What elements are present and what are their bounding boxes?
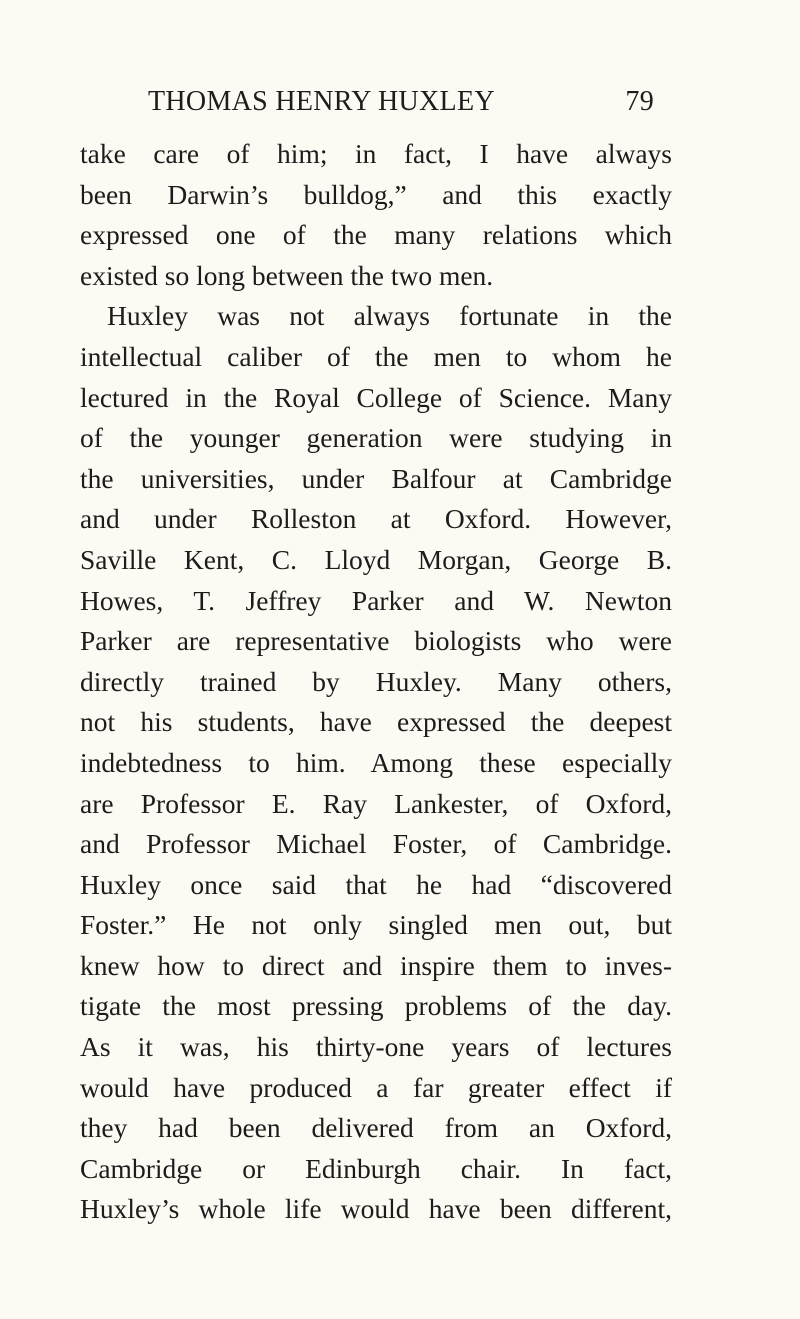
text-line: Parker are representative biologists who were — [80, 625, 672, 657]
text-line: tigate the most pressing problems of the day. — [80, 990, 672, 1022]
text-line: knew how to direct and inspire them to inves- — [80, 949, 672, 981]
text-line: Cambridge or Edinburgh chair. In fact, — [80, 1152, 672, 1184]
text-line: they had been delivered from an Oxford, — [80, 1112, 672, 1144]
text-line: expressed one of the many relations which — [80, 219, 672, 251]
body-text — [80, 134, 672, 1230]
running-head — [134, 82, 654, 122]
text-line: are Professor E. Ray Lankester, of Oxford, — [80, 787, 672, 819]
text-line: As it was, his thirty-one years of lectures — [80, 1031, 672, 1063]
text-line: would have produced a far greater effect if — [80, 1071, 672, 1103]
text-line: Huxley once said that he had “discovered — [80, 868, 672, 900]
text-line: take care of him; in fact, I have always — [80, 138, 672, 169]
text-line: Huxley’s whole life would have been different, — [80, 1193, 672, 1225]
page-number: 79 — [625, 86, 654, 117]
text-line: Huxley was not always fortunate in the — [107, 300, 672, 332]
text-line: lectured in the Royal College of Science. Many — [80, 381, 672, 413]
text-line: and under Rolleston at Oxford. However, — [80, 503, 672, 535]
running-title: THOMAS HENRY HUXLEY — [148, 86, 495, 117]
text-line: intellectual caliber of the men to whom he — [80, 340, 672, 372]
text-line: Saville Kent, C. Lloyd Morgan, George B. — [80, 543, 672, 575]
text-line: directly trained by Huxley. Many others, — [80, 665, 672, 697]
text-line: and Professor Michael Foster, of Cambridge. — [80, 828, 672, 860]
text-line: of the younger generation were studying in — [80, 422, 672, 454]
text-line: existed so long between the two men. — [80, 259, 494, 291]
text-line: not his students, have expressed the deepest — [80, 706, 672, 738]
text-line: been Darwin’s bulldog,” and this exactly — [80, 178, 672, 210]
text-line: the universities, under Balfour at Cambridge — [80, 462, 672, 494]
text-line: Foster.” He not only singled men out, but — [80, 909, 672, 941]
text-line: indebtedness to him. Among these especially — [80, 746, 672, 778]
text-line: Howes, T. Jeffrey Parker and W. Newton — [80, 584, 672, 616]
